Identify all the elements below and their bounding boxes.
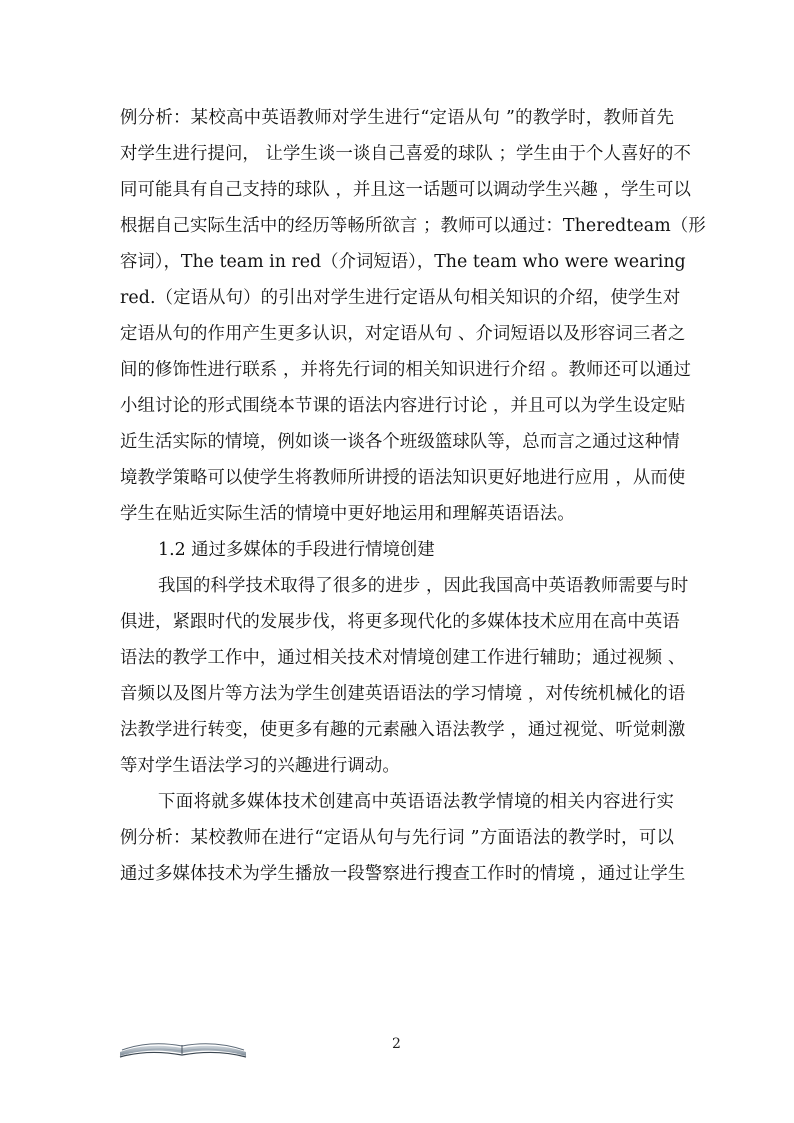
paragraph-line: red.（定语从句）的引出对学生进行定语从句相关知识的介绍，使学生对 (120, 288, 681, 308)
paragraph-line: 通过多媒体技术为学生播放一段警察进行搜查工作时的情境 ，通过让学生 (120, 864, 686, 884)
paragraph-line: 境教学策略可以使学生将教师所讲授的语法知识更好地进行应用 ，从而使 (120, 468, 686, 488)
paragraph-line: 音频以及图片等方法为学生创建英语语法的学习情境 ，对传统机械化的语 (120, 684, 686, 704)
paragraph-line: 容词），The team in red（介词短语），The team who were wearing (120, 252, 686, 272)
paragraph-line: 小组讨论的形式围绕本节课的语法内容进行讨论 ，并且可以为学生设定贴 (120, 396, 686, 416)
paragraph-line: 例分析：某校教师在进行“定语从句与先行词 ”方面语法的教学时，可以 (120, 828, 674, 848)
page-number: 2 (392, 1036, 401, 1052)
paragraph-line: 对学生进行提问， 让学生谈一谈自己喜爱的球队 ；学生由于个人喜好的不 (120, 144, 691, 164)
paragraph-line: 近生活实际的情境，例如谈一谈各个班级篮球队等，总而言之通过这种情 (120, 432, 680, 452)
open-book-icon (118, 1034, 248, 1060)
paragraph-line: 间的修饰性进行联系 ，并将先行词的相关知识进行介绍 。教师还可以通过 (120, 360, 691, 380)
paragraph-line: 俱进，紧跟时代的发展步伐，将更多现代化的多媒体技术应用在高中英语 (120, 612, 680, 632)
paragraph-line: 例分析：某校高中英语教师对学生进行“定语从句 ”的教学时，教师首先 (120, 108, 674, 128)
paragraph-line: 同可能具有自己支持的球队 ，并且这一话题可以调动学生兴趣 ，学生可以 (120, 180, 691, 200)
paragraph-line: 等对学生语法学习的兴趣进行调动。 (120, 756, 400, 776)
paragraph-line: 根据自己实际生活中的经历等畅所欲言 ；教师可以通过：Theredteam（形 (120, 216, 706, 236)
paragraph-line: 我国的科学技术取得了很多的进步 ，因此我国高中英语教师需要与时 (158, 576, 689, 596)
paragraph-line: 法教学进行转变，使更多有趣的元素融入语法教学 ，通过视觉、听觉刺激 (120, 720, 686, 740)
section-heading: 1.2 通过多媒体的手段进行情境创建 (158, 540, 435, 560)
paragraph-line: 学生在贴近实际生活的情境中更好地运用和理解英语语法。 (120, 504, 575, 524)
paragraph-line: 定语从句的作用产生更多认识，对定语从句 、介词短语以及形容词三者之 (120, 324, 686, 344)
paragraph-line: 下面将就多媒体技术创建高中英语语法教学情境的相关内容进行实 (158, 792, 674, 812)
paragraph-line: 语法的教学工作中，通过相关技术对情境创建工作进行辅助；通过视频 、 (120, 648, 686, 668)
